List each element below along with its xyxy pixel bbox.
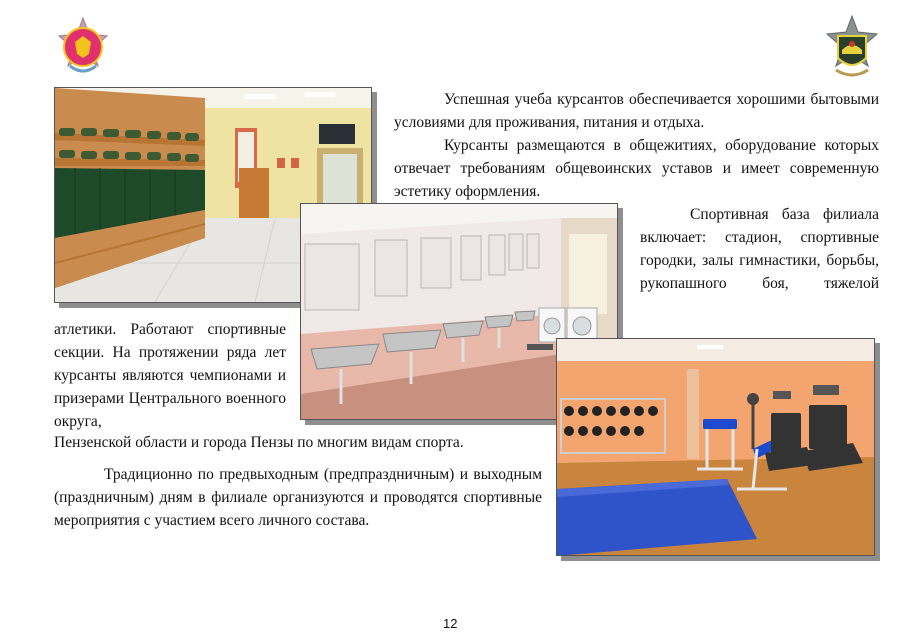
photo-gym bbox=[556, 338, 875, 556]
left-emblem bbox=[56, 16, 110, 78]
right-emblem bbox=[824, 14, 880, 80]
paragraph-sports-end: Пензенской области и города Пензы по многим видам спорта. bbox=[54, 434, 464, 451]
paragraph-sports-events: Традиционно по предвыходным (предпраздничным) и выходным (праздничным) дням в филиале организуются и проводятся спортивные мероприятия с участием всего личного состава. bbox=[54, 466, 542, 529]
paragraph-dormitories: Курсанты размещаются в общежитиях, оборудование которых отвечает требованиям общевоинских уставов и имеет современную эстетику оформления. bbox=[394, 137, 879, 200]
page-number: 12 bbox=[443, 616, 458, 631]
paragraph-sports-continued: атлетики. Работают спортивные секции. На протяжении ряда лет курсанты являются чемпионами и призерами Центрального военного округа, bbox=[54, 321, 286, 430]
paragraph-sports-base: Спортивная база филиала включает: стадион, спортивные городки, залы гимнастики, борьбы, рукопашного боя, тяжелой bbox=[640, 206, 879, 292]
paragraph-living-conditions: Успешная учеба курсантов обеспечивается хорошими бытовыми условиями для проживания, питания и отдыха. bbox=[394, 91, 879, 131]
